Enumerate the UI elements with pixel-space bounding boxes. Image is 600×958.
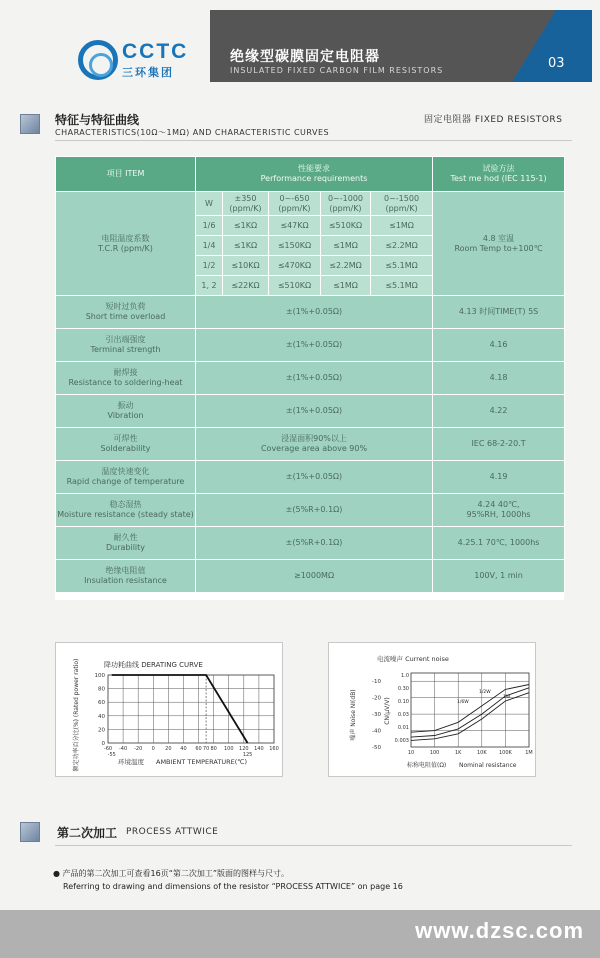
method-value: 4.18 [433, 362, 565, 395]
method-value: 4.24 40℃, 95%RH, 1000hs [433, 494, 565, 527]
header-method: 试验方法 Test me hod (IEC 115-1) [433, 157, 565, 192]
tcr-cell: ≤1MΩ [321, 276, 371, 296]
y-tick-label: 60 [98, 700, 105, 707]
method-value: 4.19 [433, 461, 565, 494]
perf-value: ±(1%+0.05Ω) [196, 395, 433, 428]
x-tick-label: 140 [254, 746, 264, 752]
chart-ylabel-left: 噪声 Noise NI(dB) [350, 689, 357, 741]
tcr-cell: ≤10KΩ [223, 256, 269, 276]
tcr-subheader: 0~-1500 (ppm/K) [371, 192, 433, 216]
page-number: 03 [548, 56, 565, 71]
tcr-cell: ≤1KΩ [223, 216, 269, 236]
method-value: 4.22 [433, 395, 565, 428]
x-tick-label: 20 [165, 746, 172, 752]
tcr-label: 电阻温度系数 T.C.R (ppm/K) [56, 192, 196, 296]
divider [55, 845, 572, 846]
series-label: 1/2W [479, 690, 491, 696]
item-label: 耐焊接 Resistance to soldering-heat [56, 362, 196, 395]
section-icon [20, 822, 40, 842]
x-tick-label: 100 [223, 746, 234, 752]
tcr-cell: ≤22KΩ [223, 276, 269, 296]
header-item: 项目 ITEM [56, 157, 196, 192]
tcr-cell: ≤470KΩ [269, 256, 321, 276]
y-tick-label: -10 [372, 679, 381, 686]
y-tick-label-right: 0.003 [394, 738, 409, 744]
tcr-cell: ≤2.2MΩ [371, 236, 433, 256]
perf-value: ±(5%R+0.1Ω) [196, 494, 433, 527]
watermark: www.dzsc.com [415, 918, 584, 943]
tcr-subheader: 0~-1000 (ppm/K) [321, 192, 371, 216]
item-label: 短时过负荷 Short time overload [56, 296, 196, 329]
page-title-en: INSULATED FIXED CARBON FILM RESISTORS [230, 66, 444, 75]
y-tick-label: -40 [372, 728, 381, 735]
noise-line [411, 693, 529, 741]
header-perf: 性能要求 Performance requirements [196, 157, 433, 192]
section-icon [20, 114, 40, 134]
noise-line [411, 688, 529, 737]
note-line-en: Referring to drawing and dimensions of the resistor “PROCESS ATTWICE” on page 16 [63, 882, 403, 891]
perf-value: ±(1%+0.05Ω) [196, 362, 433, 395]
derating-line [112, 675, 248, 743]
perf-value: ±(5%R+0.1Ω) [196, 527, 433, 560]
method-value: 4.25.1 70℃, 1000hs [433, 527, 565, 560]
x-tick-label: 1K [454, 750, 462, 756]
tcr-cell: 1/2 [196, 256, 223, 276]
y-tick-label: 0 [101, 741, 105, 747]
derating-chart-svg [56, 643, 284, 778]
tcr-cell: 1, 2 [196, 276, 223, 296]
tcr-cell: ≤1MΩ [321, 236, 371, 256]
x-tick-label: -20 [134, 746, 143, 752]
noise-chart-svg [329, 643, 537, 778]
method-value: 4.16 [433, 329, 565, 362]
section2-title-en: PROCESS ATTWICE [126, 827, 219, 837]
x-tick-label: -55 [107, 752, 116, 758]
tcr-subheader: ±350 (ppm/K) [223, 192, 269, 216]
chart-ylabel-right: CN(μV/V) [384, 697, 391, 725]
y-tick-label: 20 [98, 727, 105, 734]
y-tick-label-right: 0.03 [397, 712, 409, 718]
section-title-cn: 特征与特征曲线 [55, 113, 140, 127]
tcr-cell: ≤510KΩ [269, 276, 321, 296]
chart-xlabel: Nominal resistance [459, 762, 517, 769]
perf-value: ±(1%+0.05Ω) [196, 296, 433, 329]
x-tick-label: 1M [525, 750, 533, 756]
tcr-cell: ≤510KΩ [321, 216, 371, 236]
tcr-cell: ≤5.1MΩ [371, 276, 433, 296]
x-tick-label: -40 [119, 746, 128, 752]
item-label: 耐久性 Durability [56, 527, 196, 560]
plot-frame [108, 675, 274, 743]
method-value: 100V, 1 min [433, 560, 565, 593]
x-tick-label: 10 [407, 750, 415, 756]
x-tick-label: 100 [429, 750, 440, 756]
method-value: IEC 68-2-20.T [433, 428, 565, 461]
note-line-cn [53, 868, 289, 879]
noise-line [411, 685, 529, 733]
y-tick-label: -20 [372, 695, 381, 702]
item-label: 绝缘电阻值 Insulation resistance [56, 560, 196, 593]
chart-xlabel-cn: 标称电阻值(Ω) [407, 762, 447, 769]
perf-value: ±(1%+0.05Ω) [196, 329, 433, 362]
x-tick-label: 160 [269, 746, 279, 752]
method-value: 4.13 时间TIME(T) 5S [433, 296, 565, 329]
section-title-en: CHARACTERISTICS(10Ω～1MΩ) AND CHARACTERISTIC CURVES [55, 128, 330, 137]
tcr-cell: 1/6 [196, 216, 223, 236]
bullet: ● [53, 869, 60, 878]
y-tick-label: 40 [98, 713, 105, 720]
chart-xlabel-cn: 环境温度 [118, 758, 144, 766]
x-tick-label: -60 [103, 746, 113, 752]
chart-ylabel: 额定功率百分比(%) (Rated power ratio) [73, 658, 80, 772]
section-right-label: 固定电阻器 FIXED RESISTORS [424, 115, 563, 125]
tcr-cell: ≤2.2MΩ [321, 256, 371, 276]
tcr-cell: ≤1KΩ [223, 236, 269, 256]
item-label: 振动 Vibration [56, 395, 196, 428]
logo-text: CCTC [122, 40, 189, 63]
noise-chart [328, 642, 536, 777]
page-title-cn: 绝缘型碳膜固定电阻器 [230, 49, 380, 65]
divider [55, 140, 572, 141]
perf-value: ≥1000MΩ [196, 560, 433, 593]
item-label: 稳态湿热 Moisture resistance (steady state) [56, 494, 196, 527]
tcr-cell: ≤5.1MΩ [371, 256, 433, 276]
perf-value: 浸湿面积90%以上 Coverage area above 90% [196, 428, 433, 461]
item-label: 引出端强度 Terminal strength [56, 329, 196, 362]
y-tick-label-right: 1.0 [401, 673, 409, 679]
x-tick-label: 60 [195, 746, 202, 752]
x-tick-label: 10K [476, 750, 487, 756]
series-label: 1W [503, 694, 511, 700]
y-tick-label: 100 [94, 673, 105, 679]
series-label: 1/6W [457, 699, 469, 705]
chart-title: 降功耗曲线 DERATING CURVE [104, 661, 203, 669]
y-tick-label-right: 0.30 [397, 686, 409, 692]
x-tick-label: 0 [151, 746, 155, 752]
characteristics-table [55, 156, 564, 600]
tcr-subheader: W [196, 192, 223, 216]
y-tick-label-right: 0.10 [397, 699, 409, 705]
x-tick-label: 40 [180, 746, 187, 752]
tcr-method: 4.8 室温 Room Temp to+100℃ [433, 192, 565, 296]
tcr-subheader: 0~-650 (ppm/K) [269, 192, 321, 216]
tcr-cell: ≤1MΩ [371, 216, 433, 236]
x-tick-label: 120 [239, 746, 249, 752]
tcr-cell: ≤150KΩ [269, 236, 321, 256]
chart-xlabel: AMBIENT TEMPERATURE(℃) [156, 758, 248, 766]
y-tick-label: 80 [98, 686, 105, 693]
section2-title-cn: 第二次加工 [57, 826, 118, 840]
derating-chart [55, 642, 283, 777]
perf-value: ±(1%+0.05Ω) [196, 461, 433, 494]
x-tick-label: 125 [242, 752, 253, 758]
chart-title: 电流噪声 Current noise [377, 655, 449, 663]
x-tick-label: 100K [498, 750, 512, 756]
item-label: 温度快速变化 Rapid change of temperature [56, 461, 196, 494]
y-tick-label: -30 [372, 712, 381, 719]
tcr-cell: ≤47KΩ [269, 216, 321, 236]
x-tick-label: 70 [202, 746, 210, 752]
logo-cn: 三环集团 [122, 66, 174, 79]
x-tick-label: 80 [210, 746, 217, 752]
logo-icon [78, 40, 118, 80]
note-cn-text: 产品的第二次加工可查看16页“第二次加工”版面的图样与尺寸。 [62, 869, 289, 878]
y-tick-label: -50 [372, 745, 381, 751]
item-label: 可焊性 Solderability [56, 428, 196, 461]
y-tick-label-right: 0.01 [397, 725, 409, 731]
tcr-cell: 1/4 [196, 236, 223, 256]
